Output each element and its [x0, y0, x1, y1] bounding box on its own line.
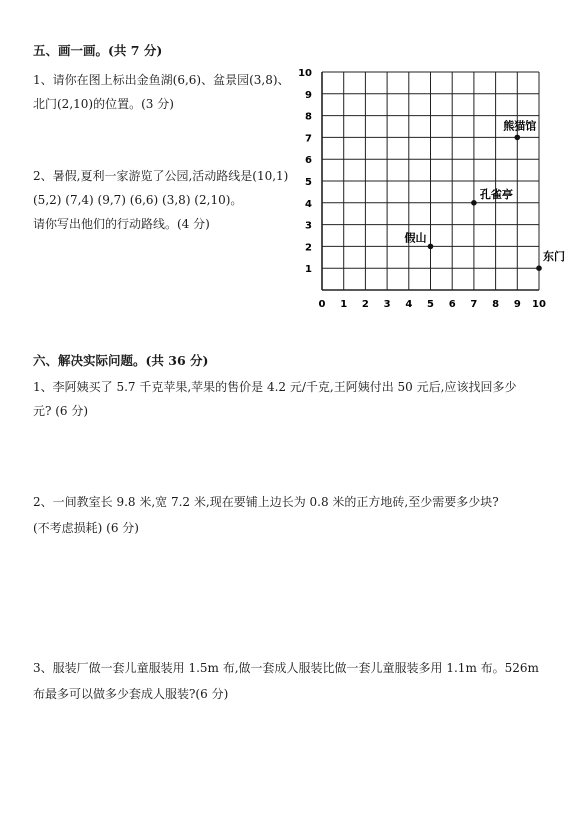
coordinate-grid [0, 0, 574, 330]
x-tick-label: 9 [513, 299, 521, 310]
y-tick-label: 1 [305, 264, 312, 276]
grid-point [515, 135, 521, 141]
x-tick-label: 5 [427, 299, 434, 310]
y-tick-label: 10 [298, 68, 312, 79]
y-tick-label: 5 [305, 177, 312, 188]
x-tick-label: 8 [492, 299, 500, 310]
y-tick-label: 9 [305, 89, 312, 101]
q6-2-line1: 2、一间教室长 9.8 米,宽 7.2 米,现在要铺上边长为 0.8 米的正方地砖,至少需要多少块? [33, 495, 499, 509]
y-tick-label: 6 [305, 155, 312, 167]
x-tick-label: 7 [470, 299, 478, 310]
grid-point [536, 265, 542, 271]
x-tick-label: 10 [532, 299, 546, 310]
q5-2-line3: 请你写出他们的行动路线。(4 分) [33, 217, 210, 231]
section5-heading: 五、画一画。(共 7 分) [33, 43, 163, 58]
q5-1-line2: 北门(2,10)的位置。(3 分) [33, 97, 174, 111]
x-tick-label: 4 [405, 299, 413, 310]
x-tick-label: 1 [340, 299, 348, 310]
y-tick-label: 3 [305, 220, 312, 232]
point-label: 东门 [543, 250, 565, 264]
y-tick-label: 7 [305, 133, 312, 145]
grid-point [471, 200, 477, 206]
q5-2-line1: 2、暑假,夏利一家游览了公园,活动路线是(10,1) [33, 169, 289, 183]
x-tick-label: 3 [383, 299, 391, 310]
y-tick-label: 8 [305, 111, 312, 123]
x-tick-label: 6 [448, 299, 456, 310]
y-tick-label: 2 [305, 242, 312, 254]
q6-2-line2: (不考虑损耗) (6 分) [33, 521, 139, 535]
q6-1-line1: 1、李阿姨买了 5.7 千克苹果,苹果的售价是 4.2 元/千克,王阿姨付出 50 元后,应该找回多少 [33, 380, 517, 394]
q5-1-line1: 1、请你在图上标出金鱼湖(6,6)、盆景园(3,8)、 [33, 73, 290, 87]
q5-2-line2: (5,2) (7,4) (9,7) (6,6) (3,8) (2,10)。 [33, 193, 243, 207]
point-label: 熊猫馆 [503, 119, 537, 133]
q6-3-line1: 3、服装厂做一套儿童服装用 1.5m 布,做一套成人服装比做一套儿童服装多用 1.1m 布。526m [33, 661, 539, 675]
q6-1-line2: 元? (6 分) [33, 404, 89, 418]
y-tick-label: 4 [305, 198, 312, 210]
x-tick-label: 0 [318, 299, 326, 310]
grid-point [428, 244, 434, 250]
point-label: 假山 [404, 231, 427, 245]
q6-3-line2: 布最多可以做多少套成人服装?(6 分) [33, 687, 229, 701]
point-label: 孔雀亭 [479, 187, 513, 201]
section6-heading: 六、解决实际问题。(共 36 分) [33, 353, 209, 368]
x-tick-label: 2 [361, 299, 369, 310]
